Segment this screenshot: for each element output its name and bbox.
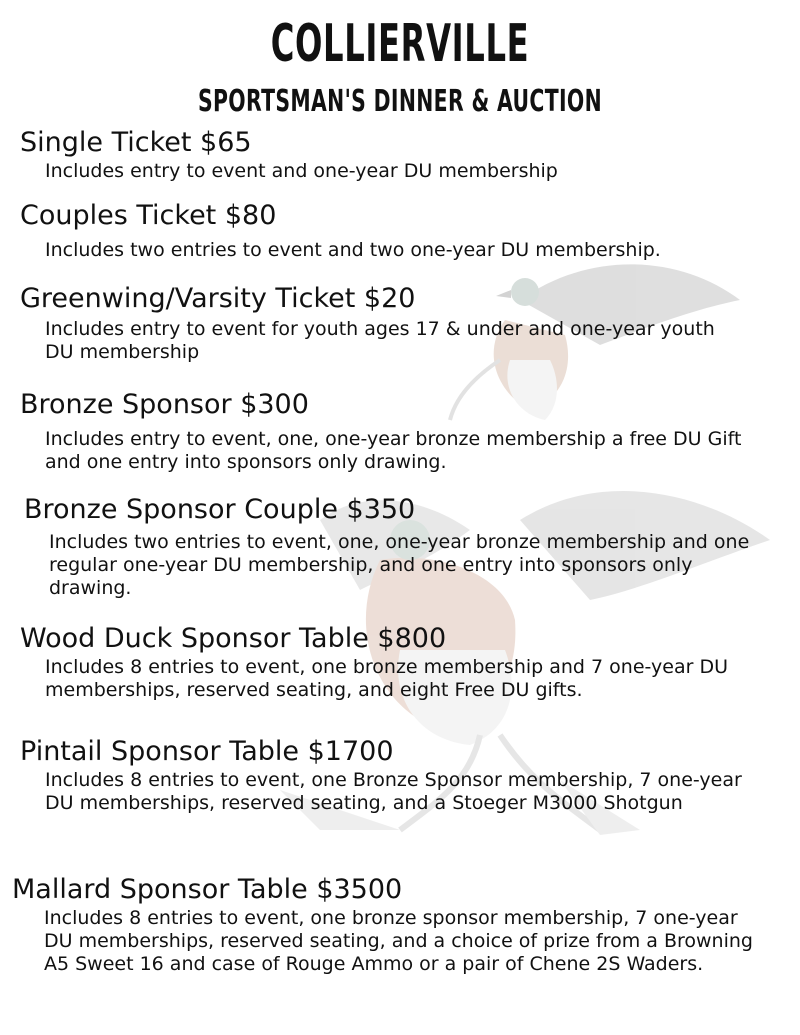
- sponsor-wood-duck: [20, 622, 770, 702]
- ticket-title: Bronze Sponsor $300: [20, 389, 309, 420]
- ticket-description: Includes 8 entries to event, one bronze membership and 7 one-year DU memberships, reserved seating, and eight Free DU gifts.: [45, 656, 728, 701]
- sponsor-mallard: [12, 873, 769, 976]
- ticket-title: Pintail Sponsor Table $1700: [20, 736, 394, 767]
- ticket-greenwing: [20, 282, 745, 364]
- ticket-description: Includes two entries to event, one, one-year bronze membership and one regular one-year DU membership, and one entry into sponsors only drawing.: [49, 531, 750, 599]
- event-title: COLLIERVILLE: [270, 14, 530, 74]
- ticket-description: Includes entry to event and one-year DU membership: [45, 160, 558, 182]
- ticket-title: Greenwing/Varsity Ticket $20: [20, 283, 416, 314]
- sponsor-bronze-couple: [24, 493, 774, 600]
- ticket-single: [20, 126, 765, 183]
- ticket-title: Mallard Sponsor Table $3500: [12, 874, 403, 905]
- ticket-title: Bronze Sponsor Couple $350: [24, 494, 416, 525]
- ticket-description: Includes entry to event, one, one-year bronze membership a free DU Gift and one entry into sponsors only drawing.: [45, 428, 742, 473]
- ticket-couples: [20, 199, 765, 262]
- ticket-description: Includes 8 entries to event, one Bronze Sponsor membership, 7 one-year DU memberships, reserved seating, and a Stoeger M3000 Shotgun: [45, 769, 742, 814]
- sponsor-bronze: [20, 388, 770, 474]
- ticket-description: Includes 8 entries to event, one bronze sponsor membership, 7 one-year DU memberships, reserved seating, and a choice of prize from a Browning A5 Sweet 16 and case of Rouge Ammo or a pair of Chene 2S Waders.: [44, 907, 753, 975]
- sponsor-pintail: [20, 735, 770, 815]
- ticket-title: Wood Duck Sponsor Table $800: [20, 623, 447, 654]
- ticket-description: Includes two entries to event and two one-year DU membership.: [45, 239, 661, 261]
- ticket-description: Includes entry to event for youth ages 17 & under and one-year youth DU membership: [45, 318, 715, 363]
- event-subtitle: SPORTSMAN'S DINNER & AUCTION: [197, 84, 603, 119]
- ticket-title: Couples Ticket $80: [20, 200, 277, 231]
- ticket-title: Single Ticket $65: [20, 127, 252, 158]
